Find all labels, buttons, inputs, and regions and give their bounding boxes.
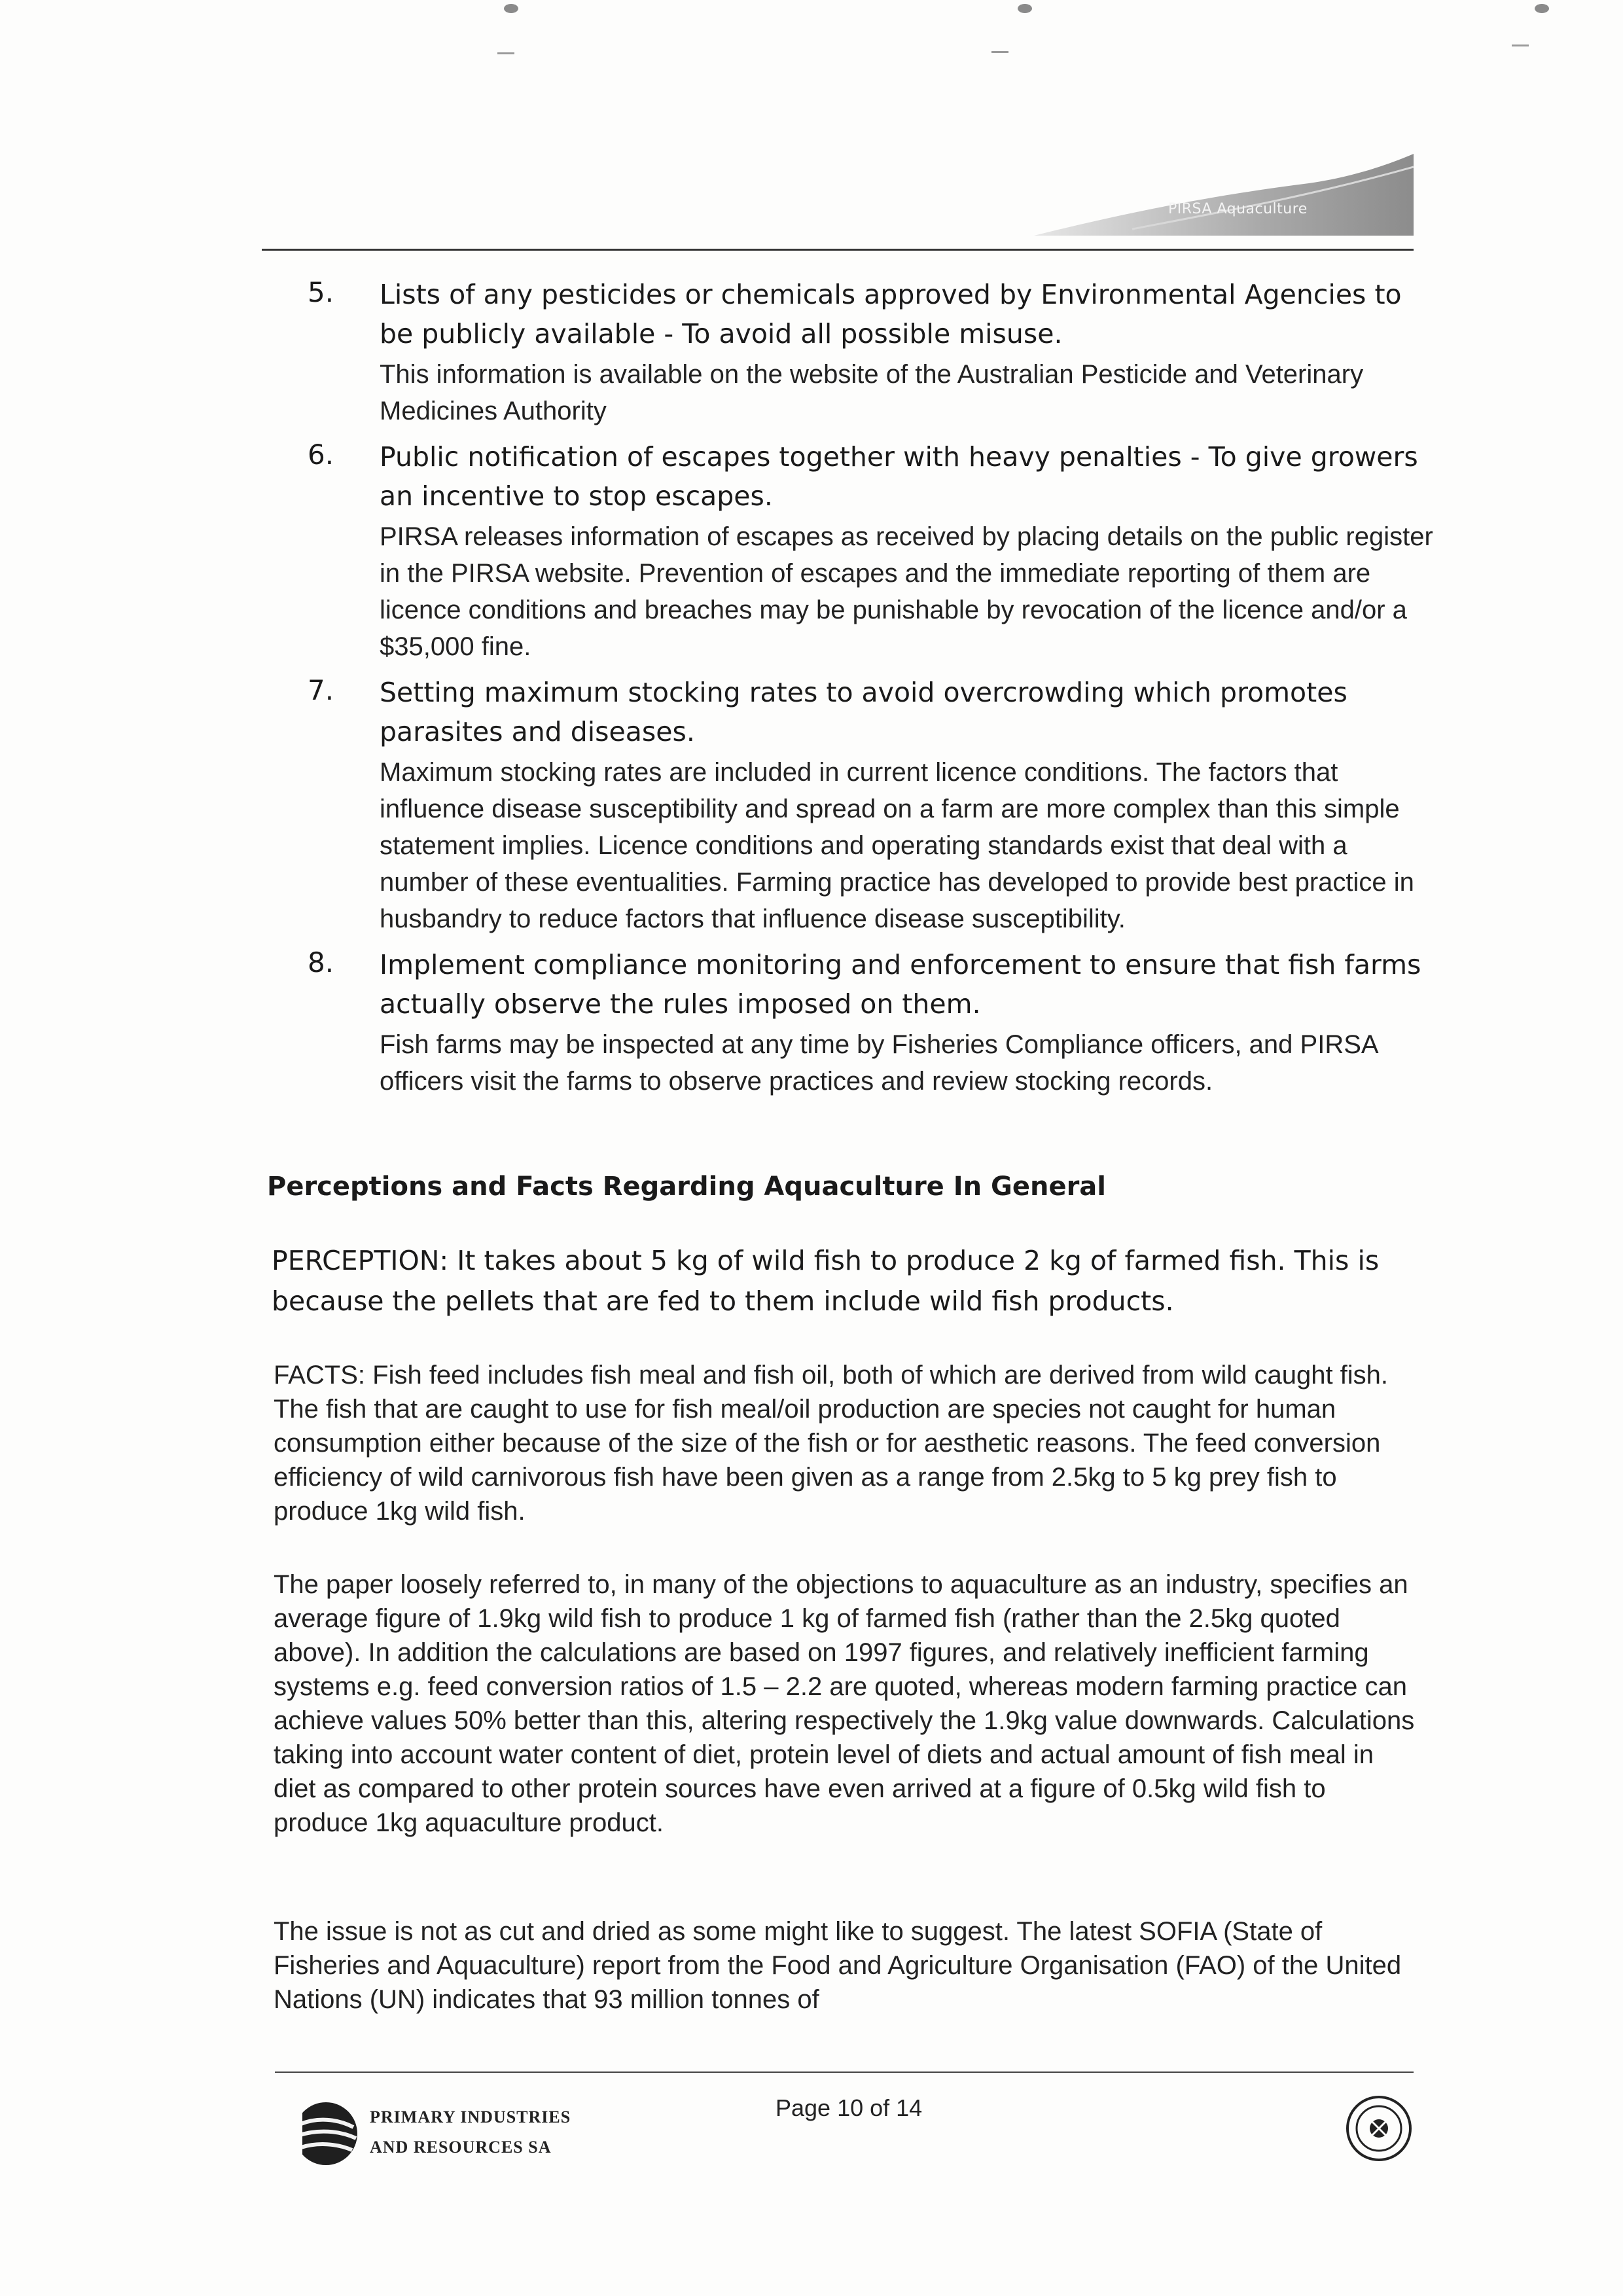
list-item [308, 673, 1433, 937]
issue-paragraph: The issue is not as cut and dried as some might like to suggest. The latest SOFIA (State of Fisheries and Aquaculture) report from the Food and Agriculture Organisation (FAO) of the United Nations (UN) indicates that 93 million tonnes of [274, 1917, 1402, 2014]
item-heading: Lists of any pesticides or chemicals approved by Environmental Agencies to be publicly available - To avoid all possible misuse. [380, 279, 1402, 350]
header-rule [262, 249, 1414, 251]
facts-paragraph: FACTS: Fish feed includes fish meal and fish oil, both of which are derived from wild caught fish. The fish that are caught to use for fish meal/oil production are species not caught for human consumption either because of the size of the fish or for aesthetic reasons. The feed conversion efficiency of wild carnivorous fish have been given as a range from 2.5kg to 5 kg prey fish to produce 1kg wild fish. [274, 1361, 1389, 1526]
scan-mark [1018, 4, 1032, 13]
item-response: This information is available on the website of the Australian Pesticide and Veterinary Medicines Authority [380, 360, 1364, 425]
paper-paragraph: The paper loosely referred to, in many of the objections to aquaculture as an industry, specifies an average figure of 1.9kg wild fish to produce 1 kg of farmed fish (rather than the 2.5kg quoted above). In addition the calculations are based on 1997 figures, and relatively inefficient farming systems e.g. feed conversion ratios of 1.5 – 2.2 are quoted, whereas modern farming practice can achieve values 50% better than this, altering respectively the 1.9kg value downwards. Calculations taking into account water content of diet, protein level of diets and actual amount of fish meal in diet as compared to other protein sources have even arrived at a figure of 0.5kg wild fish to produce 1kg aquaculture product. [274, 1570, 1415, 1837]
item-response: Maximum stocking rates are included in current licence conditions. The factors that influence disease susceptibility and spread on a farm are more complex than this simple statement implies. Licence conditions and operating standards exist that deal with a number of these eventualities. Farming practice has developed to provide best practice in husbandry to reduce factors that influence disease susceptibility. [380, 758, 1414, 933]
item-heading: Setting maximum stocking rates to avoid overcrowding which promotes parasites and diseases. [380, 677, 1347, 747]
item-response: Fish farms may be inspected at any time by Fisheries Compliance officers, and PIRSA officers visit the farms to observe practices and review stocking records. [380, 1030, 1378, 1096]
pirsa-logo-icon [288, 2098, 360, 2170]
recommendation-list [308, 275, 1433, 1107]
organisation-name [370, 2102, 571, 2162]
header-banner [1034, 151, 1414, 242]
scan-dash [497, 52, 514, 54]
footer-rule [275, 2072, 1414, 2073]
org-line-1: PRIMARY INDUSTRIES [370, 2108, 571, 2126]
section-title: Perceptions and Facts Regarding Aquaculture In General [267, 1172, 1107, 1202]
item-heading: Public notification of escapes together with heavy penalties - To give growers an incentive to stop escapes. [380, 441, 1418, 512]
perception-statement: PERCEPTION: It takes about 5 kg of wild fish to produce 2 kg of farmed fish. This is because the pellets that are fed to them include wild fish products. [272, 1245, 1380, 1317]
scan-dash [991, 51, 1008, 53]
item-heading: Implement compliance monitoring and enforcement to ensure that fish farms actually observe the rules imposed on them. [380, 949, 1421, 1020]
south-australia-seal-icon [1345, 2094, 1414, 2163]
scan-mark [1535, 4, 1549, 13]
list-item [308, 275, 1433, 429]
item-number: 6. [308, 439, 334, 471]
item-number: 5. [308, 276, 334, 308]
list-item [308, 945, 1433, 1100]
page-number: Page 10 of 14 [776, 2094, 923, 2121]
scan-mark [504, 4, 518, 13]
scan-dash [1512, 45, 1529, 46]
item-number: 7. [308, 674, 334, 706]
item-response: PIRSA releases information of escapes as received by placing details on the public register in the PIRSA website. Prevention of escapes and the immediate reporting of them are licence conditions and breaches may be punishable by revocation of the licence and/or a $35,000 fine. [380, 522, 1433, 661]
org-line-2: AND RESOURCES SA [370, 2138, 552, 2157]
header-label: PIRSA Aquaculture [1168, 201, 1308, 217]
item-number: 8. [308, 946, 334, 978]
list-item [308, 437, 1433, 665]
